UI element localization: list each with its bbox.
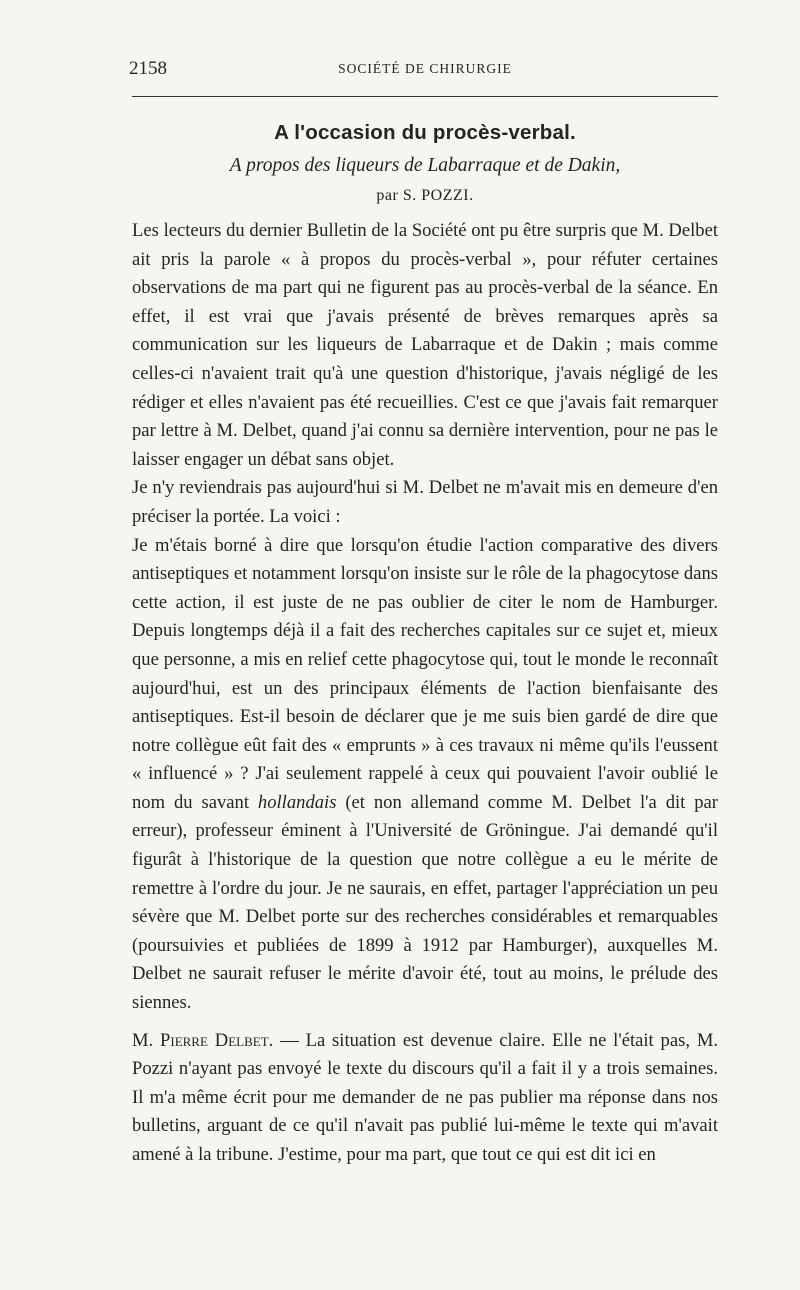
page-number: 2158: [129, 58, 167, 79]
emphasis-hollandais: hollandais: [257, 791, 337, 813]
article-title: A l'occasion du procès-verbal.: [274, 121, 576, 144]
article-subtitle: A propos des liqueurs de Labarraque et de Dakin,: [229, 155, 621, 176]
speaker-name: M. Pierre Delbet.: [132, 1029, 274, 1051]
paragraph-2: Je n'y reviendrais pas aujourd'hui si M. Delbet ne m'avait mis en demeure d'en préciser la portée. La voici :: [132, 477, 718, 527]
document-page: [129, 48, 719, 1170]
article-body: [132, 217, 718, 1170]
paragraph-3: [132, 532, 718, 1018]
paragraph-4-text: — La situation est devenue claire. Elle ne l'était pas, M. Pozzi n'ayant pas envoyé le texte du discours qu'il a fait il y a trois semaines. Il m'a même écrit pour me demander de ne pas publier ma réponse dans nos bulletins, arguant de ce qu'il n'avait pas publié lui-même le texte qui m'avait amené à la tribune. J'estime, pour ma part, que tout ce qui est dit ici en: [132, 1029, 719, 1165]
paragraph-1: Les lecteurs du dernier Bulletin de la Société ont pu être surpris que M. Delbet ait pris la parole « à propos du procès-verbal », pour réfuter certaines observations de ma part qui ne figurent pas au procès-verbal de la séance. En effet, il est vrai que j'avais présenté de brèves remarques après sa communication sur les liqueurs de Labarraque et de Dakin ; mais comme celles-ci n'avaient trait qu'à une question d'historique, j'avais négligé de les rédiger et elles n'avaient pas été recueillies. C'est ce que j'avais fait remarquer par lettre à M. Delbet, quand j'ai connu sa dernière intervention, pour ne pas le laisser engager un débat sans objet.: [132, 220, 718, 470]
paragraph-3-start: Je m'étais borné à dire que lorsqu'on étudie l'action comparative des divers antiseptiques et notamment lorsqu'on insiste sur le rôle de la phagocytose dans cette action, il est juste de ne pas oublier de citer le nom de Hamburger. Depuis longtemps déjà il a fait des recherches capitales sur ce sujet et, mieux que personne, a mis en relief cette phagocytose qui, tout le monde le reconnaît aujourd'hui, est un des principaux éléments de l'action bienfaisante des antiseptiques. Est-il besoin de déclarer que je me suis bien gardé de dire que notre collègue eût fait des « emprunts » à ces travaux ni même qu'ils l'eussent « influencé » ? J'ai seulement rappelé à ceux qui pouvaient l'avoir oublié le nom du savant: [132, 534, 718, 813]
journal-title: SOCIÉTÉ DE CHIRURGIE: [338, 61, 512, 76]
header-rule: [132, 96, 718, 97]
paragraph-3-end: (et non allemand comme M. Delbet l'a dit par erreur), professeur éminent à l'Université de Gröningue. J'ai demandé qu'il figurât à l'historique de la question que notre collègue a eu le mérite de remettre à l'ordre du jour. Je ne saurais, en effet, partager l'appréciation un peu sévère que M. Delbet porte sur des recherches considérables et remarquables (poursuivies et publiées de 1899 à 1912 par Hamburger), auxquelles M. Delbet ne saurait refuser le mérite d'avoir été, tout au moins, le prélude des siennes.: [132, 791, 718, 1014]
paragraph-4: [132, 1027, 718, 1170]
running-head: [129, 48, 718, 88]
article-byline: par S. POZZI.: [376, 187, 474, 204]
